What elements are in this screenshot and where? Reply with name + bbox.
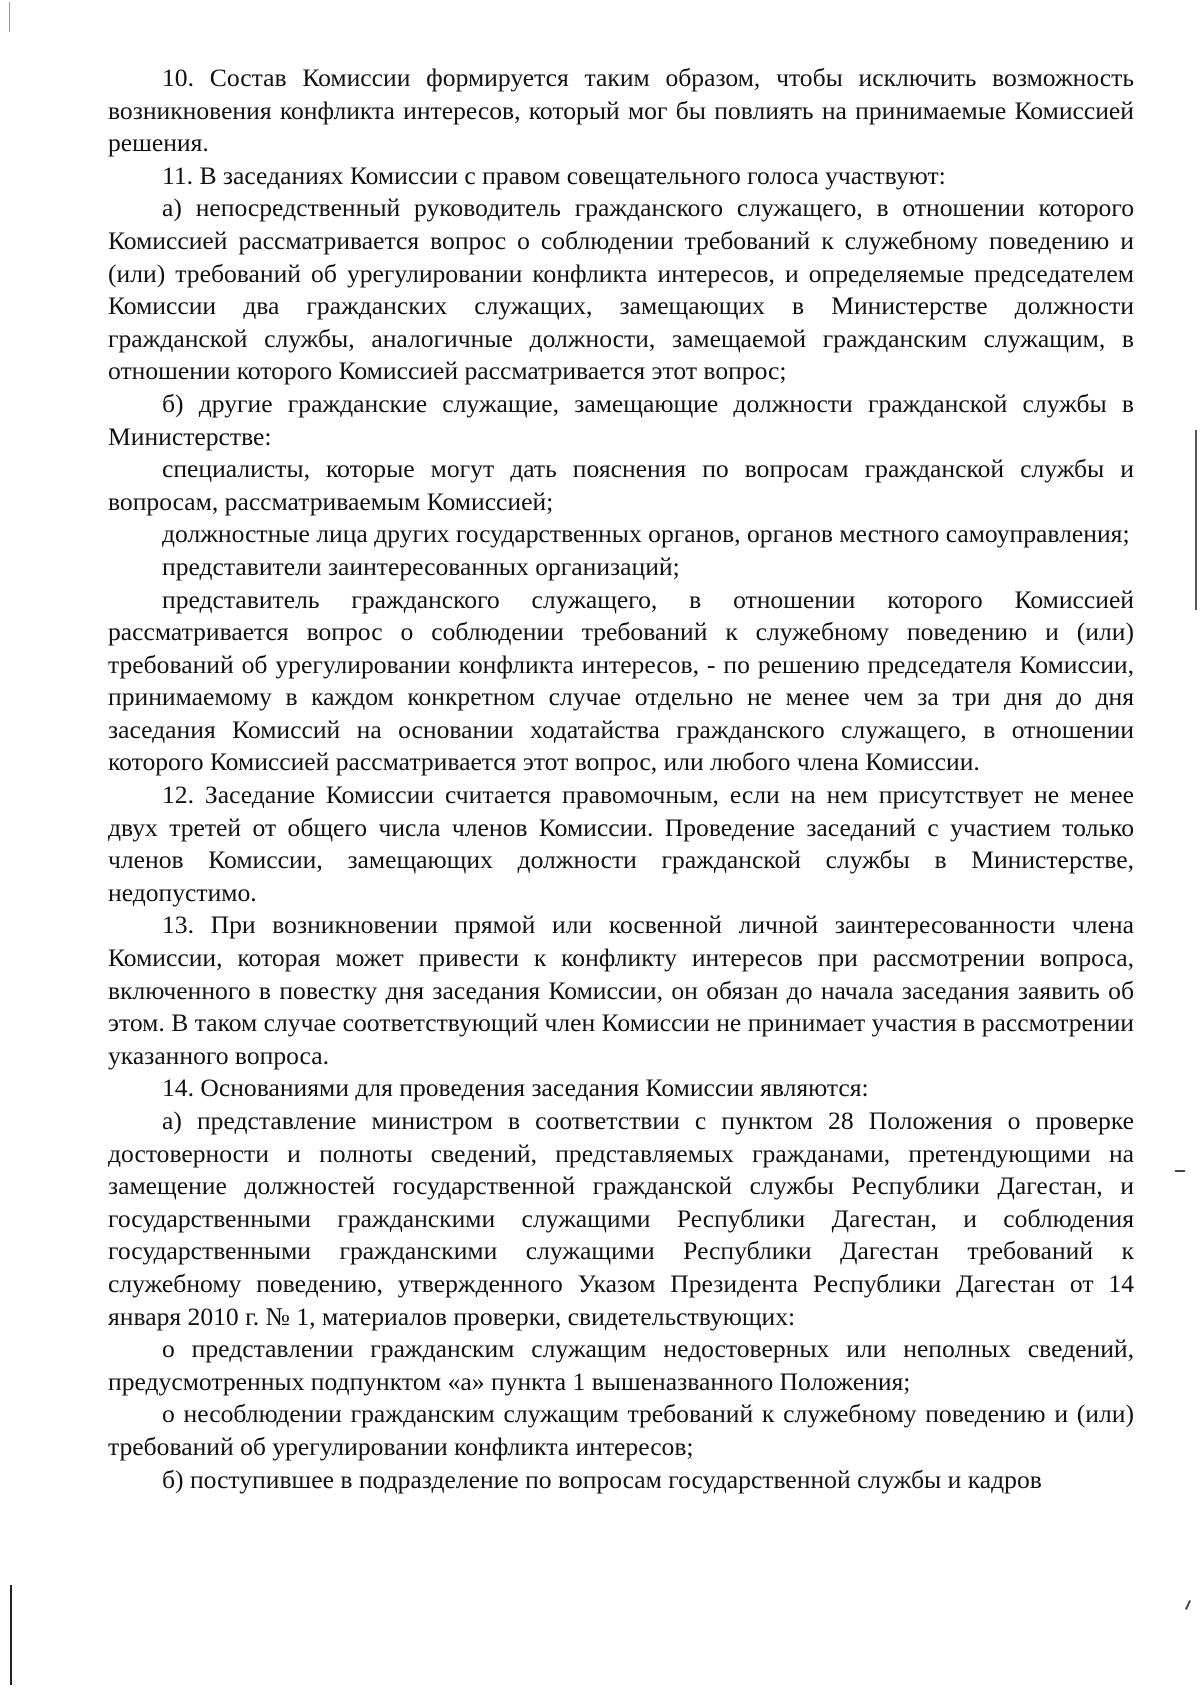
paragraph-14-b: б) поступившее в подразделение по вопросам государственной службы и кадров bbox=[162, 1464, 1042, 1494]
paragraph-14: 14. Основаниями для проведения заседания Комиссии являются: bbox=[162, 1073, 869, 1103]
document-page bbox=[108, 62, 1134, 1496]
paragraph-organizations: представители заинтересованных организаций; bbox=[162, 551, 680, 581]
paragraph-14-a-noncompliance: о несоблюдении гражданским служащим требований к служебному поведению и (или) требований об урегулировании конфликта интересов; bbox=[108, 1399, 1134, 1461]
scan-artifact-top-left bbox=[9, 2, 10, 32]
paragraph-11-a: а) непосредственный руководитель гражданского служащего, в отношении которого Комиссией рассматривается вопрос о соблюдении требований к служебному поведению и (или) требований об урегулировании конфликта интересов, и определяемые председателем Комиссии два гражданских служащих, замещающих в Министерстве должности гражданской службы, аналогичные должности, замещаемой гражданским служащим, в отношении которого Комиссией рассматривается этот вопрос; bbox=[108, 193, 1134, 386]
scan-artifact-tick bbox=[1185, 1600, 1191, 1610]
paragraph-11-b: б) другие гражданские служащие, замещающие должности гражданской службы в Министерстве: bbox=[108, 388, 1134, 451]
scan-artifact-dash bbox=[1175, 1170, 1185, 1172]
paragraph-10: 10. Состав Комиссии формируется таким образом, чтобы исключить возможность возникновения конфликта интересов, который мог бы повлиять на принимаемые Комиссией решения. bbox=[108, 63, 1134, 158]
paragraph-11: 11. В заседаниях Комиссии с правом совещательного голоса участвуют: bbox=[162, 160, 946, 190]
paragraph-13: 13. При возникновении прямой или косвенной личной заинтересованности члена Комиссии, которая может привести к конфликту интересов при рассмотрении вопроса, включенного в повестку дня заседания Комиссии, он обязан до начала заседания заявить об этом. В таком случае соответствующий член Комиссии не принимает участия в рассмотрении указанного вопроса. bbox=[108, 910, 1134, 1070]
paragraph-representative: представитель гражданского служащего, в отношении которого Комиссией рассматривается вопрос о соблюдении требований к служебному поведению и (или) требований об урегулировании конфликта интересов, - по решению председателя Комиссии, принимаемому в каждом конкретном случае отдельно не менее чем за три дня до дня заседания Комиссий на основании ходатайства гражданского служащего, в отношении которого Комиссией рассматривается этот вопрос, или любого члена Комиссии. bbox=[108, 584, 1134, 777]
paragraph-14-a: а) представление министром в соответствии с пунктом 28 Положения о проверке достоверности и полноты сведений, представляемых гражданами, претендующими на замещение должностей государственной гражданской службы Республики Дагестан, и государственными гражданскими служащими Республики Дагестан, и соблюдения государственными гражданскими служащими Республики Дагестан требований к служебному поведению, утвержденного Указом Президента Республики Дагестан от 14 января 2010 г. № 1, материалов проверки, свидетельствующих: bbox=[108, 1106, 1134, 1331]
scan-artifact-bottom-left bbox=[10, 1585, 12, 1685]
paragraph-12: 12. Заседание Комиссии считается правомочным, если на нем присутствует не менее двух третей от общего числа членов Комиссии. Проведение заседаний с участием только членов Комиссии, замещающих должности гражданской службы в Министерстве, недопустимо. bbox=[108, 780, 1134, 907]
scan-artifact-right-edge bbox=[1195, 430, 1197, 610]
paragraph-14-a-false-info: о представлении гражданским служащим недостоверных или неполных сведений, предусмотренных подпунктом «а» пункта 1 вышеназванного Положения; bbox=[108, 1334, 1134, 1396]
paragraph-officials: должностные лица других государственных органов, органов местного самоуправления; bbox=[162, 519, 1130, 549]
paragraph-specialists: специалисты, которые могут дать пояснения по вопросам гражданской службы и вопросам, рассматриваемым Комиссией; bbox=[108, 454, 1134, 516]
